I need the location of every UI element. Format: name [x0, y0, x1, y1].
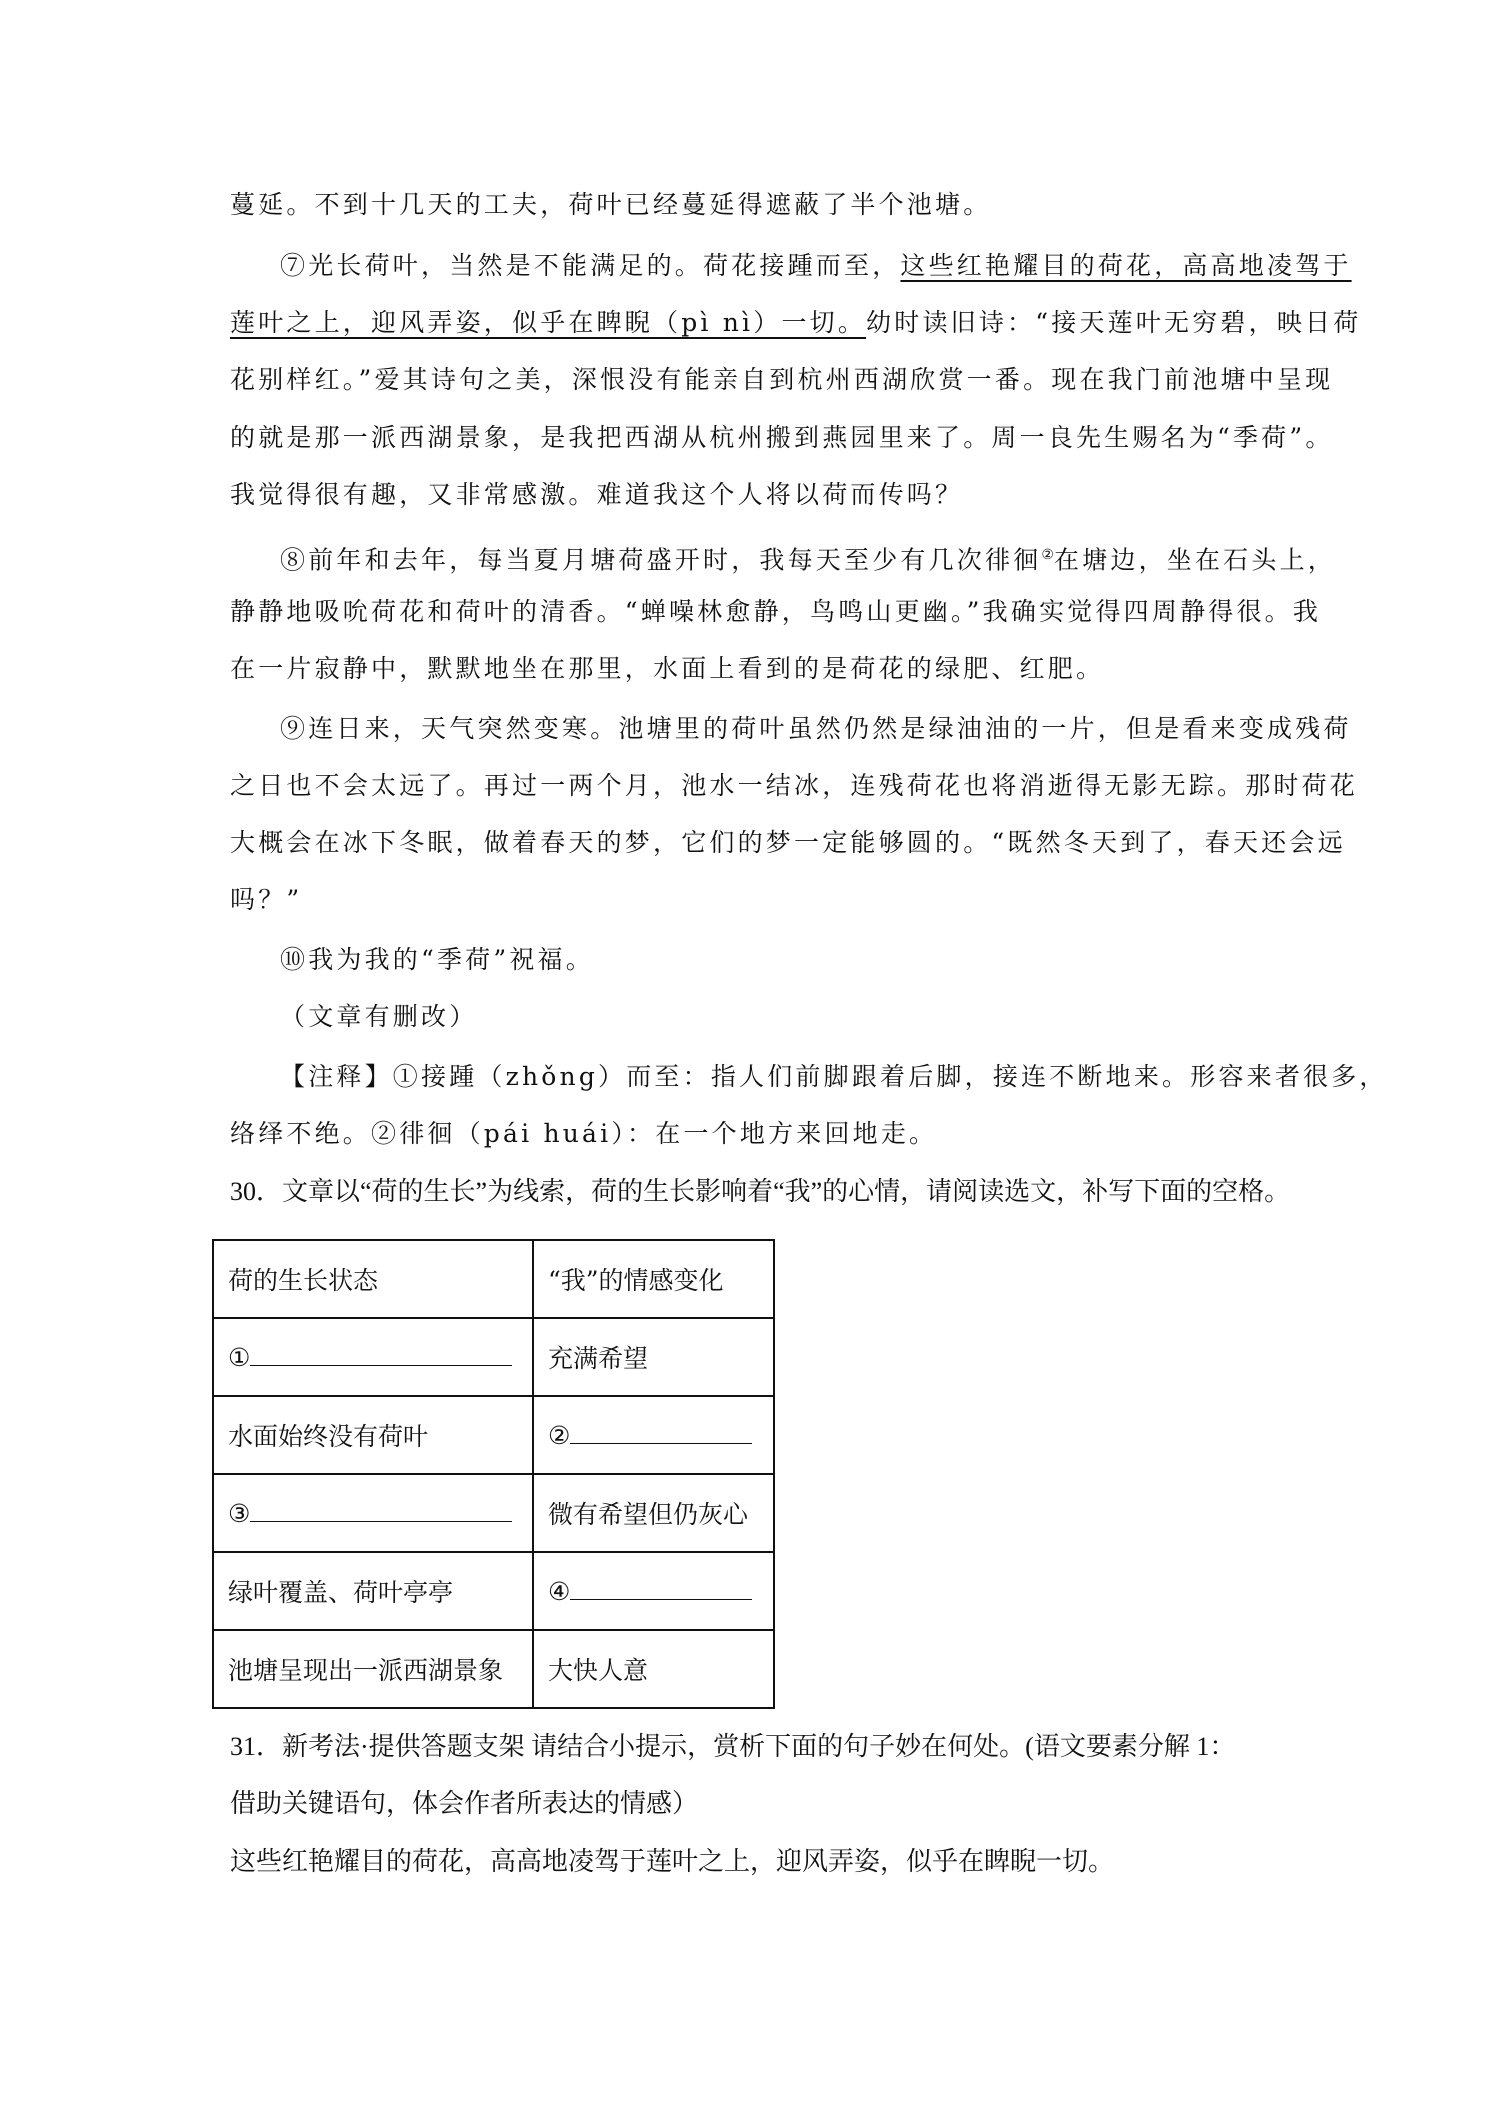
table-cell: 微有希望但仍灰心	[533, 1474, 774, 1552]
table-header-row	[213, 1240, 774, 1318]
table-row	[213, 1474, 774, 1552]
underlined-sentence: 这些红艳耀目的荷花，高高地凌驾于	[900, 251, 1352, 280]
table-row	[213, 1396, 774, 1474]
blank-cell-4[interactable]	[533, 1552, 774, 1630]
table-cell: 水面始终没有荷叶	[213, 1396, 533, 1474]
paragraph-7-text: 幼时读旧诗：“接天莲叶无穷碧，映日荷	[866, 308, 1362, 337]
passage-line: 的就是那一派西湖景象，是我把西湖从杭州搬到燕园里来了。周一良先生赐名为“季荷”。	[230, 423, 1334, 452]
paragraph-7-line-2	[230, 306, 1362, 340]
table-cell: 大快人意	[533, 1630, 774, 1708]
table-row	[213, 1630, 774, 1708]
question-31-prompt-line-2: 借助关键语句，体会作者所表达的情感）	[230, 1789, 699, 1818]
paragraph-8-text: 在塘边，坐在石头上，	[1053, 545, 1336, 575]
table-row	[213, 1318, 774, 1396]
answer-blank[interactable]	[570, 1421, 752, 1444]
paragraph-8-text: ⑧前年和去年，每当夏月塘荷盛开时，我每天至少有几次徘徊	[280, 545, 1042, 575]
answer-blank[interactable]	[250, 1499, 512, 1522]
passage-line: 之日也不会太远了。再过一两个月，池水一结冰，连残荷花也将消逝得无影无踪。那时荷花	[230, 771, 1359, 800]
passage-line: 我觉得很有趣，又非常感激。难道我这个人将以荷而传吗？	[230, 480, 964, 509]
passage-line: 静静地吸吮荷花和荷叶的清香。“蝉噪林愈静，鸟鸣山更幽。”我确实觉得四周静得很。我	[230, 597, 1322, 626]
table-cell: 池塘呈现出一派西湖景象	[213, 1630, 533, 1708]
blank-number: ③	[228, 1498, 251, 1528]
blank-cell-1[interactable]	[213, 1318, 533, 1396]
passage-line: 在一片寂静中，默默地坐在那里，水面上看到的是荷花的绿肥、红肥。	[230, 654, 1105, 683]
blank-number: ②	[548, 1420, 571, 1450]
paragraph-7-line-1	[280, 249, 1352, 283]
table-cell: 绿叶覆盖、荷叶亭亭	[213, 1552, 533, 1630]
question-30-prompt: 30．文章以“荷的生长”为线索，荷的生长影响着“我”的心情，请阅读选文，补写下面的空格。	[230, 1177, 1291, 1206]
passage-line: 蔓延。不到十几天的工夫，荷叶已经蔓延得遮蔽了半个池塘。	[230, 190, 992, 219]
passage-line: 吗？”	[230, 885, 303, 914]
blank-cell-2[interactable]	[533, 1396, 774, 1474]
blank-cell-3[interactable]	[213, 1474, 533, 1552]
annotation-line-2: 络绎不绝。②徘徊（pái huái）：在一个地方来回地走。	[230, 1119, 938, 1148]
table-header-cell: “我”的情感变化	[533, 1240, 774, 1318]
question-31-sentence: 这些红艳耀目的荷花，高高地凌驾于莲叶之上，迎风弄姿，似乎在睥睨一切。	[230, 1847, 1115, 1876]
paragraph-7-text: ⑦光长荷叶，当然是不能满足的。荷花接踵而至，	[280, 251, 901, 280]
answer-blank[interactable]	[570, 1577, 752, 1600]
passage-line: 花别样红。”爱其诗句之美，深恨没有能亲自到杭州西湖欣赏一番。现在我门前池塘中呈现	[230, 365, 1334, 394]
underlined-sentence: 莲叶之上，迎风弄姿，似乎在睥睨（pì nì）一切。	[230, 308, 867, 337]
paragraph-10: ⑩我为我的“季荷”祝福。	[280, 945, 594, 974]
passage-line: 大概会在冰下冬眠，做着春天的梦，它们的梦一定能够圆的。“既然冬天到了，春天还会远	[230, 828, 1346, 857]
answer-table	[212, 1239, 775, 1709]
footnote-marker: ②	[1041, 547, 1054, 563]
blank-number: ④	[548, 1576, 571, 1606]
annotation-line-1: 【注释】①接踵（zhǒng）而至：指人们前脚跟着后脚，接连不断地来。形容来者很多，	[280, 1062, 1388, 1091]
table-cell: 充满希望	[533, 1318, 774, 1396]
source-note: （文章有删改）	[280, 1002, 478, 1031]
blank-number: ①	[228, 1342, 251, 1372]
table-row	[213, 1552, 774, 1630]
question-31-prompt-line-1: 31．新考法·提供答题支架 请结合小提示，赏析下面的句子妙在何处。(语文要素分解 1：	[230, 1732, 1236, 1761]
paragraph-8-line-1	[280, 538, 1336, 577]
answer-blank[interactable]	[250, 1343, 512, 1366]
passage-line: ⑨连日来，天气突然变寒。池塘里的荷叶虽然仍然是绿油油的一片，但是看来变成残荷	[280, 714, 1352, 743]
table-header-cell: 荷的生长状态	[213, 1240, 533, 1318]
